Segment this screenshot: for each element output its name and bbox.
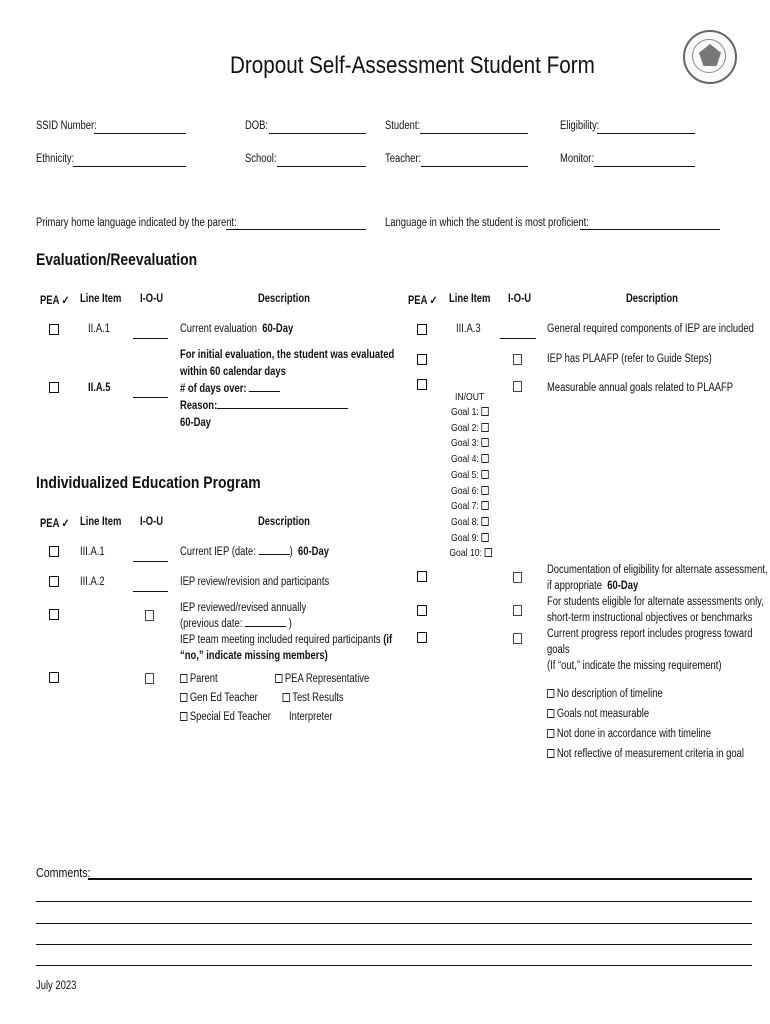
checkbox[interactable]: [481, 533, 488, 542]
pea-checkbox[interactable]: [417, 571, 427, 582]
iou-checkbox[interactable]: [513, 381, 522, 392]
pea-checkbox[interactable]: [49, 672, 59, 683]
page-title: Dropout Self-Assessment Student Form: [230, 52, 595, 79]
description-header: Description: [258, 516, 310, 528]
pea-checkbox[interactable]: [417, 354, 427, 365]
school-label: School:: [245, 153, 277, 165]
comments-line[interactable]: [36, 901, 752, 902]
description-header: Description: [258, 293, 310, 305]
monitor-field[interactable]: [594, 166, 695, 167]
checkbox[interactable]: [481, 454, 488, 463]
checkbox[interactable]: [481, 501, 488, 510]
checkbox[interactable]: [547, 749, 554, 758]
iou-field[interactable]: [133, 397, 168, 398]
line-item-header: Line Item: [80, 293, 122, 305]
pea-checkbox[interactable]: [49, 382, 59, 393]
participants-list: Parent PEA Representative Gen Ed Teacher Test Results Special Ed Teacher Interpreter: [180, 670, 369, 727]
iou-checkbox[interactable]: [145, 673, 154, 684]
line-item-header-right: Line Item: [449, 293, 491, 305]
line-item: II.A.5: [88, 382, 111, 394]
pea-header: PEA ✓: [40, 518, 70, 530]
pea-checkbox[interactable]: [417, 379, 427, 390]
checkbox[interactable]: [547, 709, 554, 718]
ethnicity-label: Ethnicity:: [36, 153, 75, 165]
row-description: For initial evaluation, the student was evaluated within 60 calendar days # of days over: Reason: 60-Day: [180, 349, 395, 429]
comments-field[interactable]: [88, 878, 752, 880]
teacher-label: Teacher:: [385, 153, 422, 165]
description-header-right: Description: [626, 293, 678, 305]
dob-field[interactable]: [269, 133, 366, 134]
iou-field[interactable]: [133, 561, 168, 562]
primary-language-field[interactable]: [226, 229, 366, 230]
proficient-language-label: Language in which the student is most proficient:: [385, 217, 589, 229]
row-description: Current IEP (date: ) 60-Day: [180, 546, 329, 558]
dob-label: DOB:: [245, 120, 269, 132]
monitor-label: Monitor:: [560, 153, 595, 165]
pea-checkbox[interactable]: [49, 324, 59, 335]
checkbox[interactable]: [481, 517, 488, 526]
checkbox[interactable]: [481, 486, 488, 495]
school-field[interactable]: [277, 166, 366, 167]
checkbox[interactable]: [275, 674, 282, 683]
iou-field[interactable]: [133, 338, 168, 339]
checkbox[interactable]: [180, 693, 187, 702]
missing-requirements-list: No description of timeline Goals not measurable Not done in accordance with timeline Not reflective of measurement criteria in goal: [547, 684, 744, 764]
comments-line[interactable]: [36, 965, 752, 966]
state-seal: [683, 30, 737, 84]
row-description: IEP has PLAAFP (refer to Guide Steps): [547, 353, 712, 365]
student-label: Student:: [385, 120, 421, 132]
checkbox[interactable]: [547, 729, 554, 738]
checkbox[interactable]: [481, 438, 488, 447]
teacher-field[interactable]: [421, 166, 528, 167]
pea-checkbox[interactable]: [49, 609, 59, 620]
row-description: Measurable annual goals related to PLAAFP: [547, 382, 734, 394]
checkbox[interactable]: [180, 712, 187, 721]
iou-header: I-O-U: [140, 516, 164, 528]
primary-language-label: Primary home language indicated by the parent:: [36, 217, 237, 229]
row-description: General required components of IEP are included: [547, 323, 754, 335]
iep-heading: Individualized Education Program: [36, 473, 261, 492]
comments-line[interactable]: [36, 923, 752, 924]
pea-checkbox[interactable]: [417, 632, 427, 643]
pea-checkbox[interactable]: [49, 576, 59, 587]
line-item-header: Line Item: [80, 516, 122, 528]
row-description: Current evaluation 60-Day: [180, 323, 294, 335]
iou-field[interactable]: [500, 338, 536, 339]
line-item: III.A.3: [456, 323, 481, 335]
goals-list: Goal 1: Goal 2: Goal 3: Goal 4: Goal 5: Goal 6: Goal 7: Goal 8: Goal 9: Goal 10:: [451, 405, 494, 562]
iou-field[interactable]: [133, 591, 168, 592]
pea-checkbox[interactable]: [417, 605, 427, 616]
iou-checkbox[interactable]: [513, 572, 522, 583]
footer-date: July 2023: [36, 980, 77, 992]
eligibility-field[interactable]: [597, 133, 695, 134]
checkbox[interactable]: [481, 470, 488, 479]
iou-header-right: I-O-U: [508, 293, 532, 305]
goals-heading: IN/OUT: [455, 391, 485, 403]
ssid-label: SSID Number:: [36, 120, 97, 132]
student-field[interactable]: [420, 133, 528, 134]
pea-checkbox[interactable]: [49, 546, 59, 557]
line-item: II.A.1: [88, 323, 111, 335]
line-item: III.A.1: [80, 546, 105, 558]
checkbox[interactable]: [547, 689, 554, 698]
ssid-field[interactable]: [94, 133, 186, 134]
comments-line[interactable]: [36, 944, 752, 945]
iou-checkbox[interactable]: [513, 605, 522, 616]
iou-checkbox[interactable]: [513, 633, 522, 644]
checkbox[interactable]: [481, 407, 488, 416]
checkbox[interactable]: [282, 693, 289, 702]
row-description: IEP review/revision and participants: [180, 576, 330, 588]
row-description: IEP reviewed/revised annually (previous date: ) IEP team meeting included required participants (if “no,” indicate missing members): [180, 602, 393, 662]
line-item: III.A.2: [80, 576, 105, 588]
proficient-language-field[interactable]: [580, 229, 720, 230]
pea-header: PEA ✓: [40, 295, 70, 307]
ethnicity-field[interactable]: [73, 166, 186, 167]
evaluation-heading: Evaluation/Reevaluation: [36, 250, 198, 269]
iou-header: I-O-U: [140, 293, 164, 305]
pea-checkbox[interactable]: [417, 324, 427, 335]
iou-checkbox[interactable]: [145, 610, 154, 621]
comments-label: Comments:: [36, 865, 91, 880]
checkbox[interactable]: [180, 674, 187, 683]
eligibility-label: Eligibility:: [560, 120, 600, 132]
iou-checkbox[interactable]: [513, 354, 522, 365]
pea-header-right: PEA ✓: [408, 295, 438, 307]
checkbox[interactable]: [481, 423, 488, 432]
alt-assessment-description: Documentation of eligibility for alternate assessment, if appropriate 60-Day For students eligible for alternate assessments only, short-term instructional objectives or benchmarks Current progress report includes progress toward goals (If “out,” indicate the missing requirement): [547, 564, 768, 672]
checkbox[interactable]: [484, 548, 491, 557]
